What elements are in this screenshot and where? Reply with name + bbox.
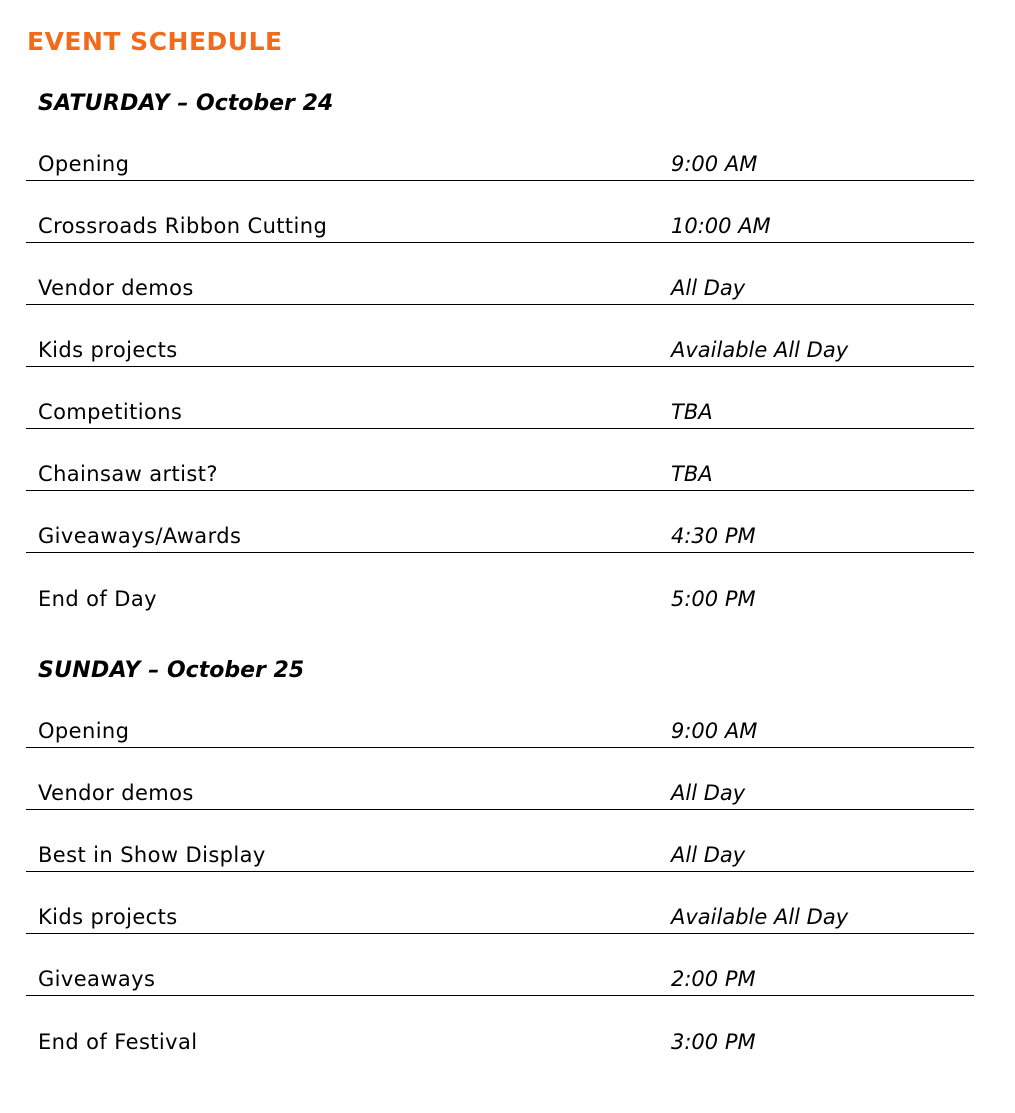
schedule-saturday: [26, 119, 974, 615]
event-name: Crossroads Ribbon Cutting: [38, 214, 328, 238]
event-name: Chainsaw artist?: [38, 462, 218, 486]
schedule-row: [26, 119, 974, 181]
event-name: Best in Show Display: [38, 843, 266, 867]
event-time: TBA: [671, 462, 713, 486]
event-name: Giveaways/Awards: [38, 524, 242, 548]
schedule-row: [26, 934, 974, 996]
event-time: 4:30 PM: [671, 524, 756, 548]
day-separator: –: [177, 91, 189, 116]
schedule-row: [26, 810, 974, 872]
event-time: All Day: [671, 781, 746, 805]
event-time: Available All Day: [671, 338, 849, 362]
day-name: SATURDAY: [38, 91, 170, 116]
event-time: All Day: [671, 276, 746, 300]
schedule-row: [26, 429, 974, 491]
event-time: TBA: [671, 400, 713, 424]
event-name: Kids projects: [38, 905, 178, 929]
day-date: October 25: [166, 658, 305, 683]
schedule-row: [26, 181, 974, 243]
schedule-row: [26, 553, 974, 615]
day-heading-saturday: [38, 89, 333, 119]
schedule-sunday: [26, 686, 974, 1058]
page-title: EVENT SCHEDULE: [27, 27, 283, 56]
schedule-row: [26, 872, 974, 934]
event-time: 2:00 PM: [671, 967, 756, 991]
event-name: Giveaways: [38, 967, 156, 991]
event-name: End of Day: [38, 587, 157, 611]
event-name: Competitions: [38, 400, 183, 424]
schedule-row: [26, 243, 974, 305]
schedule-row: [26, 996, 974, 1058]
day-date: October 24: [196, 91, 334, 116]
event-time: 9:00 AM: [671, 719, 758, 743]
day-heading-sunday: [38, 656, 304, 686]
day-separator: –: [148, 658, 160, 683]
event-time: Available All Day: [671, 905, 849, 929]
event-name: Opening: [38, 152, 130, 176]
schedule-row: [26, 305, 974, 367]
event-name: Opening: [38, 719, 130, 743]
event-time: 5:00 PM: [671, 587, 756, 611]
schedule-row: [26, 686, 974, 748]
event-name: End of Festival: [38, 1030, 198, 1054]
event-time: 9:00 AM: [671, 152, 758, 176]
schedule-row: [26, 367, 974, 429]
schedule-row: [26, 491, 974, 553]
event-name: Vendor demos: [38, 276, 194, 300]
event-time: 3:00 PM: [671, 1030, 756, 1054]
day-name: SUNDAY: [38, 658, 141, 683]
event-time: 10:00 AM: [671, 214, 771, 238]
event-time: All Day: [671, 843, 746, 867]
event-name: Vendor demos: [38, 781, 194, 805]
schedule-row: [26, 748, 974, 810]
event-name: Kids projects: [38, 338, 178, 362]
